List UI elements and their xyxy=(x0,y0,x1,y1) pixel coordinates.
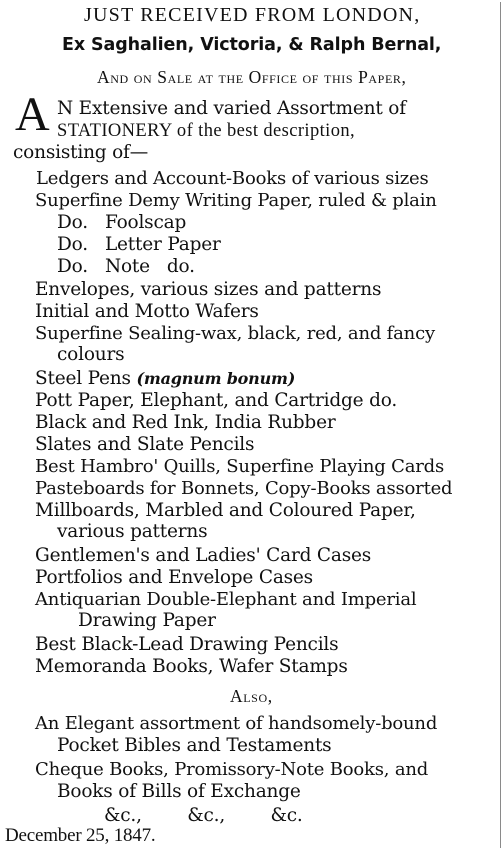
intro-line: N Extensive and varied Assortment of xyxy=(57,98,406,119)
list-item: Ledgers and Account-Books of various sizes xyxy=(36,168,429,189)
list-item: Pocket Bibles and Testaments xyxy=(57,735,332,756)
list-item-text: Steel Pens xyxy=(35,368,137,389)
list-item: colours xyxy=(57,344,125,365)
list-item: Portfolios and Envelope Cases xyxy=(35,567,313,588)
list-item: Envelopes, various sizes and patterns xyxy=(35,279,382,300)
ship-names: Ex Saghalien, Victoria, & Ralph Bernal, xyxy=(62,35,442,55)
intro-line: consisting of— xyxy=(13,142,148,163)
list-item: Do. Note do. xyxy=(57,256,195,277)
drop-cap: A xyxy=(15,88,50,141)
ad-title: JUST RECEIVED FROM LONDON, xyxy=(84,4,421,26)
list-item: Gentlemen's and Ladies' Card Cases xyxy=(35,545,372,566)
list-item: Initial and Motto Wafers xyxy=(35,301,259,322)
list-item: Best Black-Lead Drawing Pencils xyxy=(35,634,339,655)
list-item: Do. Foolscap xyxy=(57,212,187,233)
list-item xyxy=(35,368,295,390)
also-heading: Also, xyxy=(230,686,273,706)
list-item-emphasis: (magnum bonum) xyxy=(136,369,296,388)
list-item: Superfine Demy Writing Paper, ruled & plain xyxy=(35,190,437,211)
list-item: Best Hambro' Quills, Superfine Playing Cards xyxy=(35,456,445,477)
list-item: Pasteboards for Bonnets, Copy-Books assorted xyxy=(35,478,453,499)
list-item: Black and Red Ink, India Rubber xyxy=(35,412,336,433)
list-item: Memoranda Books, Wafer Stamps xyxy=(35,656,348,677)
publication-date: December 25, 1847. xyxy=(5,825,156,846)
list-item: Books of Bills of Exchange xyxy=(57,781,301,802)
list-item: Slates and Slate Pencils xyxy=(35,434,255,455)
et-cetera-line: &c., &c., &c. xyxy=(104,805,303,826)
list-item: Do. Letter Paper xyxy=(57,234,221,255)
sale-location: And on Sale at the Office of this Paper, xyxy=(97,67,407,87)
list-item: various patterns xyxy=(57,521,208,542)
list-item: Pott Paper, Elephant, and Cartridge do. xyxy=(35,390,398,411)
list-item: Antiquarian Double-Elephant and Imperial xyxy=(35,589,417,610)
list-item: Drawing Paper xyxy=(78,610,216,631)
list-item: An Elegant assortment of handsomely-bound xyxy=(35,713,438,734)
list-item: Superfine Sealing-wax, black, red, and fancy xyxy=(35,323,435,344)
intro-line: STATIONERY of the best description, xyxy=(57,121,356,141)
list-item: Millboards, Marbled and Coloured Paper, xyxy=(35,500,416,521)
list-item: Cheque Books, Promissory-Note Books, and xyxy=(35,759,429,780)
column-rule xyxy=(500,2,501,848)
